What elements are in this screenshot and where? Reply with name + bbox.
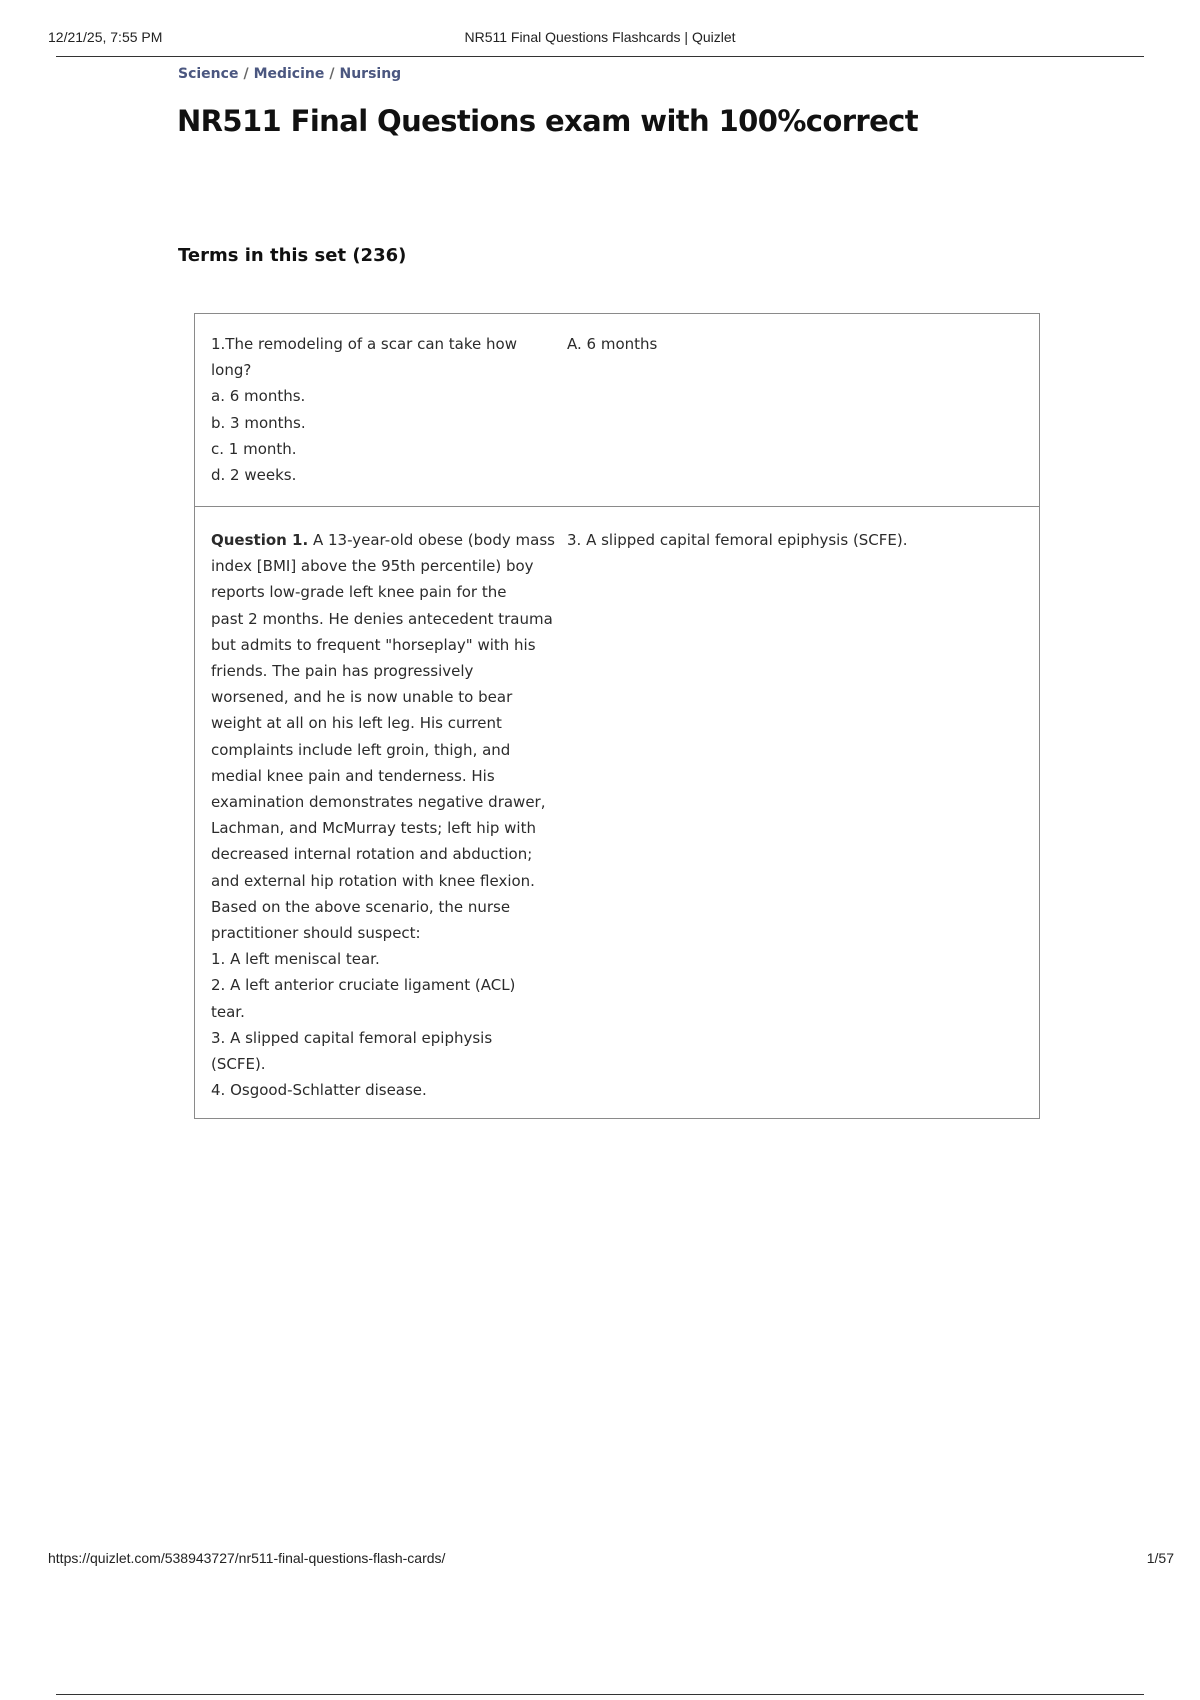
print-header [48,29,1152,49]
term-text [211,527,556,1103]
print-url: https://quizlet.com/538943727/nr511-final-questions-flash-cards/ [48,1550,446,1566]
terms-heading: Terms in this set (236) [178,245,407,266]
term-card [195,506,1039,1118]
term-card [195,314,1039,506]
term-line: medial knee pain and tenderness. His [211,766,495,785]
print-datetime: 12/21/25, 7:55 PM [48,29,163,45]
term-line-text: A 13-year-old obese (body mass [312,531,555,549]
term-line: d. 2 weeks. [211,466,297,485]
term-line: and external hip rotation with knee flexion. [211,871,535,890]
term-line: reports low-grade left knee pain for the [211,583,507,602]
term-line: 2. A left anterior cruciate ligament (ACL) [211,976,516,995]
term-line: a. 6 months. [211,387,306,406]
breadcrumb-nursing[interactable]: Nursing [339,66,402,82]
term-line: b. 3 months. [211,413,306,432]
term-line: friends. The pain has progressively [211,662,474,681]
term-line: tear. [211,1002,245,1021]
term-line: 1. A left meniscal tear. [211,950,380,969]
term-line: decreased internal rotation and abduction; [211,845,533,864]
term-line: examination demonstrates negative drawer, [211,793,546,812]
term-line: c. 1 month. [211,439,297,458]
definition-text: 3. A slipped capital femoral epiphysis (SCFE). [567,531,908,549]
breadcrumb-medicine[interactable]: Medicine [253,66,325,82]
question-label: Question 1. [211,531,309,549]
definition-text: A. 6 months [567,335,658,353]
term-line: weight at all on his left leg. His current [211,714,502,733]
term-line: 3. A slipped capital femoral epiphysis [211,1028,493,1047]
page-title: NR511 Final Questions exam with 100%correct [177,104,919,138]
header-divider [56,56,1144,57]
term-line: past 2 months. He denies antecedent trauma [211,609,553,628]
term-line: complaints include left groin, thigh, and [211,740,511,759]
term-line: (SCFE). [211,1055,266,1074]
breadcrumb [178,66,401,82]
term-line: index [BMI] above the 95th percentile) boy [211,557,534,576]
terms-list [194,313,1040,1119]
footer-divider [56,1694,1144,1695]
page-number: 1/57 [1146,1550,1174,1566]
term-line: Based on the above scenario, the nurse [211,897,511,916]
breadcrumb-science[interactable]: Science [178,66,239,82]
breadcrumb-separator: / [329,66,335,82]
term-line: 4. Osgood-Schlatter disease. [211,1081,427,1100]
print-document-title: NR511 Final Questions Flashcards | Quizlet [464,29,736,45]
breadcrumb-separator: / [243,66,249,82]
term-line [211,527,556,553]
term-line: Lachman, and McMurray tests; left hip with [211,819,536,838]
term-line: worsened, and he is now unable to bear [211,688,513,707]
term-text [211,331,551,488]
term-line: 1.The remodeling of a scar can take how [211,335,517,353]
term-line: long? [211,361,252,380]
term-line: but admits to frequent "horseplay" with his [211,635,536,654]
term-line: practitioner should suspect: [211,924,421,943]
